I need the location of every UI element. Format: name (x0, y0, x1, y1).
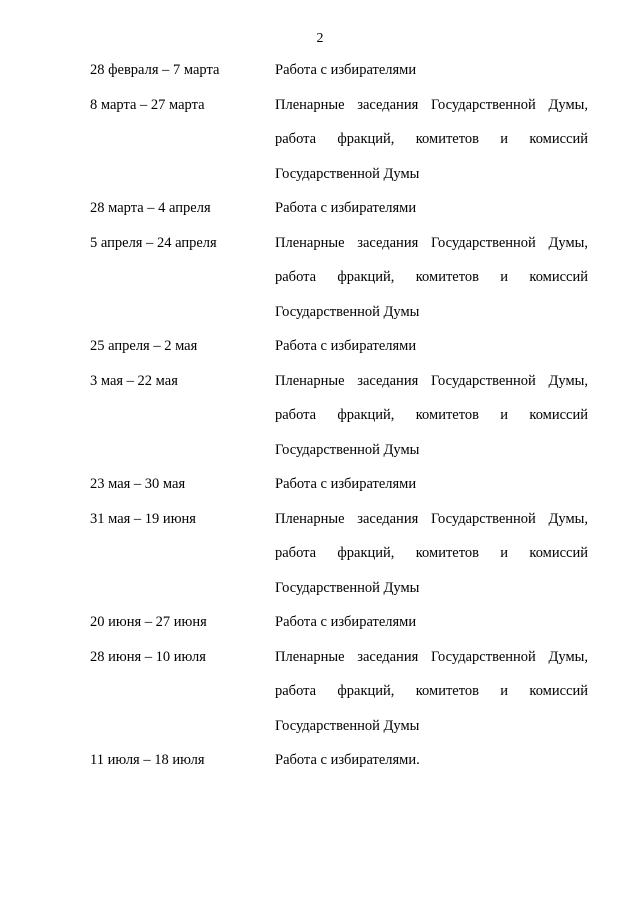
schedule-activity (275, 53, 588, 88)
activity-line: Пленарные заседания Государственной Думы, (275, 372, 588, 389)
schedule-activity (275, 743, 588, 778)
schedule-list (90, 53, 588, 778)
schedule-date: 8 марта – 27 марта (90, 96, 205, 113)
schedule-row (90, 743, 588, 778)
activity-line: работа фракций, комитетов и комиссий (275, 407, 588, 423)
activity-line: работа фракций, комитетов и комиссий (275, 269, 588, 285)
activity-line: Пленарные заседания Государственной Думы, (275, 648, 588, 665)
schedule-activity (275, 502, 588, 606)
schedule-date: 25 апреля – 2 мая (90, 338, 198, 354)
schedule-date: 28 марта – 4 апреля (90, 200, 211, 216)
schedule-date: 11 июля – 18 июля (90, 752, 205, 768)
activity-line: Работа с избирателями (275, 62, 417, 78)
activity-line: работа фракций, комитетов и комиссий (275, 545, 588, 561)
schedule-activity (275, 605, 588, 640)
schedule-activity (275, 640, 588, 744)
activity-line: Государственной Думы (275, 717, 420, 734)
schedule-row (90, 502, 588, 606)
schedule-activity (275, 329, 588, 364)
schedule-date: 31 мая – 19 июня (90, 510, 196, 527)
schedule-row (90, 88, 588, 192)
schedule-date: 28 февраля – 7 марта (90, 62, 220, 78)
schedule-activity (275, 226, 588, 330)
activity-line: Государственной Думы (275, 165, 420, 182)
schedule-row (90, 640, 588, 744)
activity-line: Работа с избирателями (275, 338, 417, 354)
schedule-date: 28 июня – 10 июля (90, 648, 206, 665)
activity-line: Работа с избирателями. (275, 752, 420, 768)
schedule-activity (275, 467, 588, 502)
schedule-activity (275, 191, 588, 226)
activity-line: Работа с избирателями (275, 476, 417, 492)
schedule-row (90, 605, 588, 640)
activity-line: Работа с избирателями (275, 614, 417, 630)
schedule-date: 5 апреля – 24 апреля (90, 234, 217, 251)
schedule-row (90, 53, 588, 88)
schedule-date: 20 июня – 27 июня (90, 614, 207, 630)
schedule-row (90, 191, 588, 226)
schedule-activity (275, 364, 588, 468)
schedule-row (90, 226, 588, 330)
schedule-date: 23 мая – 30 мая (90, 476, 186, 492)
schedule-row (90, 364, 588, 468)
page-number: 2 (316, 31, 324, 46)
schedule-row (90, 329, 588, 364)
activity-line: работа фракций, комитетов и комиссий (275, 683, 588, 699)
activity-line: Пленарные заседания Государственной Думы, (275, 234, 588, 251)
schedule-activity (275, 88, 588, 192)
activity-line: Государственной Думы (275, 303, 420, 320)
schedule-date: 3 мая – 22 мая (90, 372, 178, 389)
activity-line: Государственной Думы (275, 441, 420, 458)
schedule-row (90, 467, 588, 502)
activity-line: Работа с избирателями (275, 200, 417, 216)
activity-line: Государственной Думы (275, 579, 420, 596)
activity-line: работа фракций, комитетов и комиссий (275, 131, 588, 147)
activity-line: Пленарные заседания Государственной Думы, (275, 96, 588, 113)
activity-line: Пленарные заседания Государственной Думы, (275, 510, 588, 527)
